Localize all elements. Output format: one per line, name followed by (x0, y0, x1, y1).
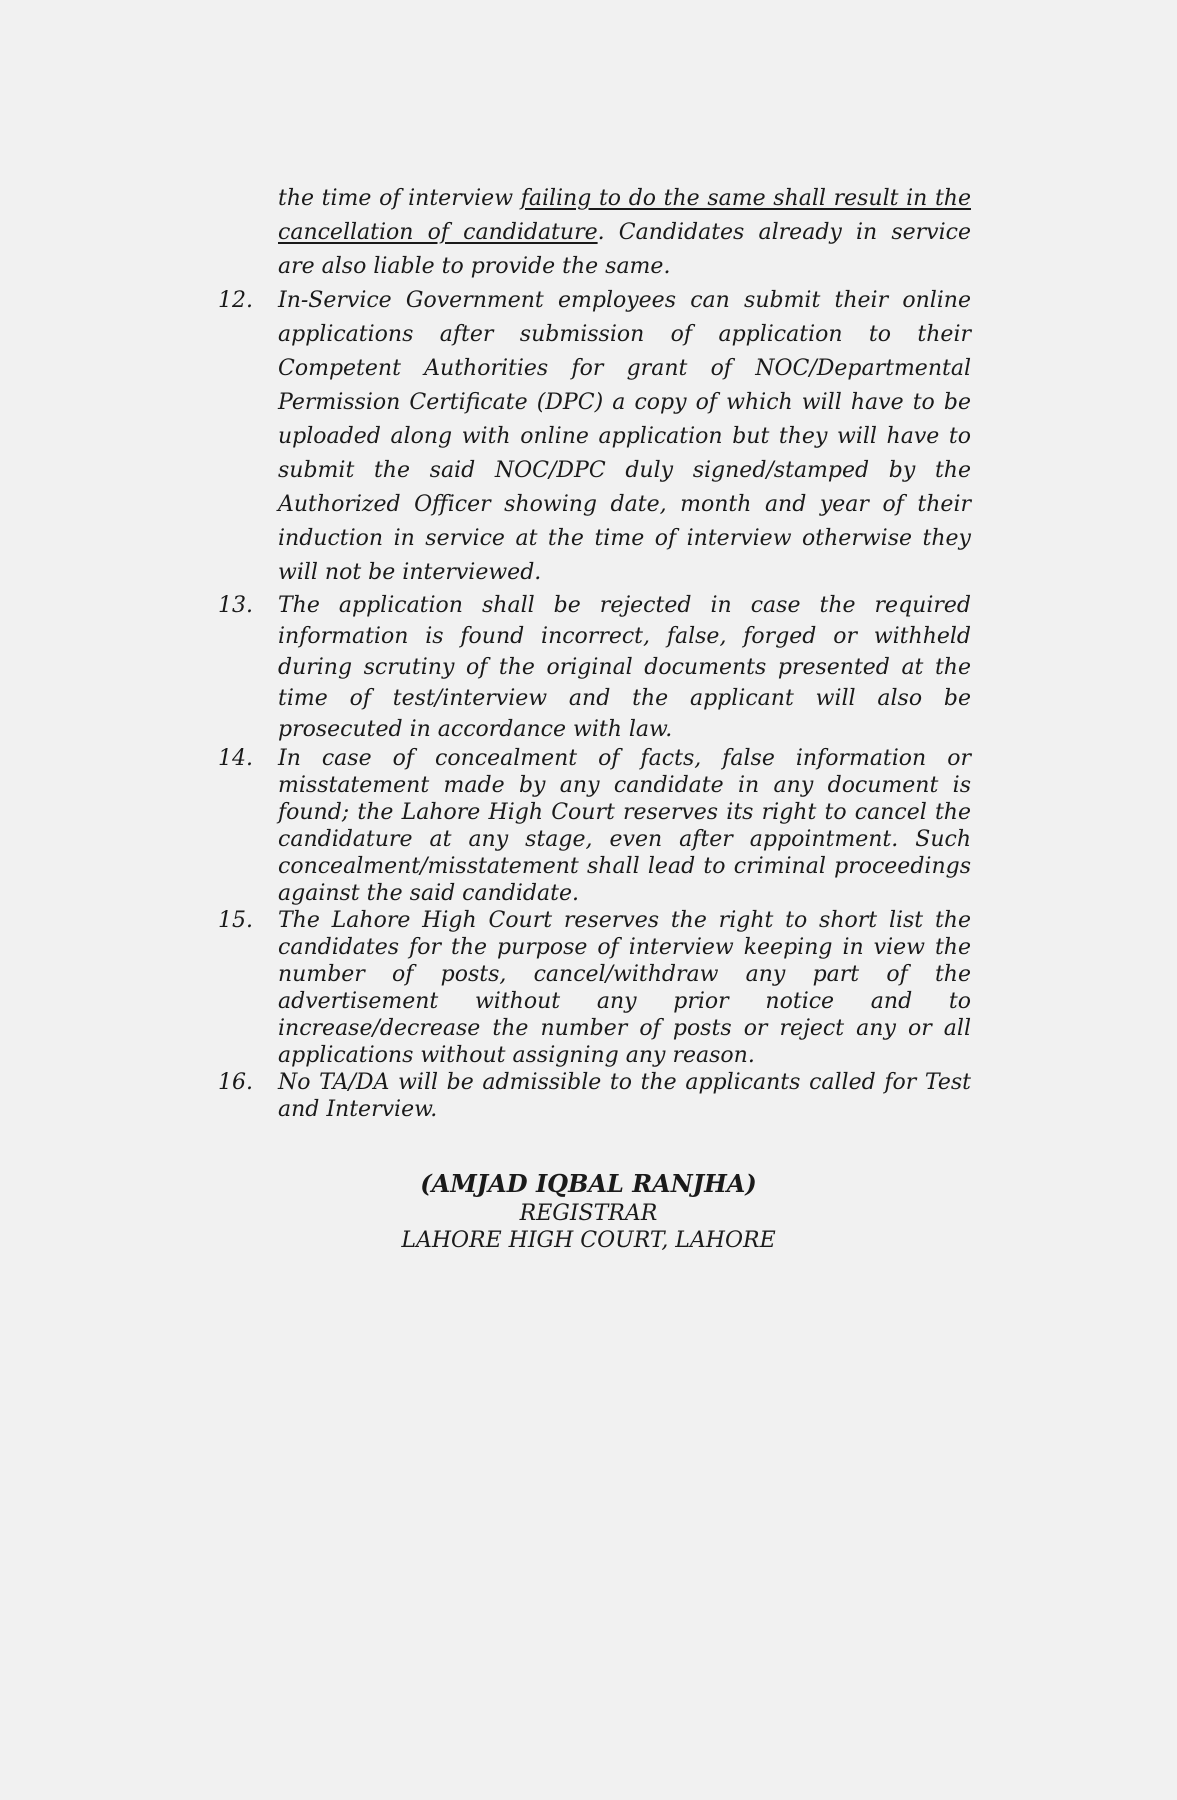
list-item-15 (218, 907, 971, 1069)
signatory-office: LAHORE HIGH COURT, LAHORE (401, 1228, 776, 1253)
item-text: The application shall be rejected in case the required information is found incorrect, false, forged or withheld during scrutiny of the original documents presented at the time of test/interview and the applicant will also be prosecuted in accordance with law. (278, 593, 971, 742)
item-text: In case of concealment of facts, false information or misstatement made by any candidate in any document is found; the Lahore High Court reserves its right to cancel the candidature at any stage, even after appointment. Such concealment/misstatement shall lead to criminal proceedings against the said candidate. (278, 746, 971, 906)
continuation-paragraph (278, 182, 971, 284)
continuation-underlined-text: failing to do the same shall result in the cancellation of candidature (278, 186, 971, 245)
list-item-14 (218, 745, 971, 907)
item-text: The Lahore High Court reserves the right to short list the candidates for the purpose of interview keeping in view the number of posts, cancel/withdraw any part of the advertisement without any prior notice and to increase/decrease the number of posts or reject any or all applications without assigning any reason. (278, 908, 971, 1068)
document-body (218, 182, 971, 1123)
list-item-12 (218, 284, 971, 590)
list-item-16 (218, 1069, 971, 1123)
signatory-title: REGISTRAR (519, 1201, 658, 1226)
item-text: In-Service Government employees can submit their online applications after submission of application to their Competent Authorities for grant of NOC/Departmental Permission Certificate (DPC) a copy of which will have to be uploaded along with online application but they will have to submit the said NOC/DPC duly signed/stamped by the Authorized Officer showing date, month and year of their induction in service at the time of interview otherwise they will not be interviewed. (278, 288, 971, 585)
continuation-text-start: the time of interview (278, 186, 521, 211)
signatory-name: (AMJAD IQBAL RANJHA) (420, 1169, 757, 1198)
item-number: 13. (218, 593, 253, 618)
item-text: No TA/DA will be admissible to the applicants called for Test and Interview. (278, 1070, 971, 1122)
item-number: 15. (218, 908, 253, 933)
continuation-text-end: . Candidates already in service are also liable to provide the same. (278, 220, 971, 279)
list-item-13 (218, 590, 971, 745)
signature-block (0, 1168, 1177, 1254)
item-number: 16. (218, 1070, 253, 1095)
item-number: 12. (218, 288, 253, 313)
item-number: 14. (218, 746, 253, 771)
